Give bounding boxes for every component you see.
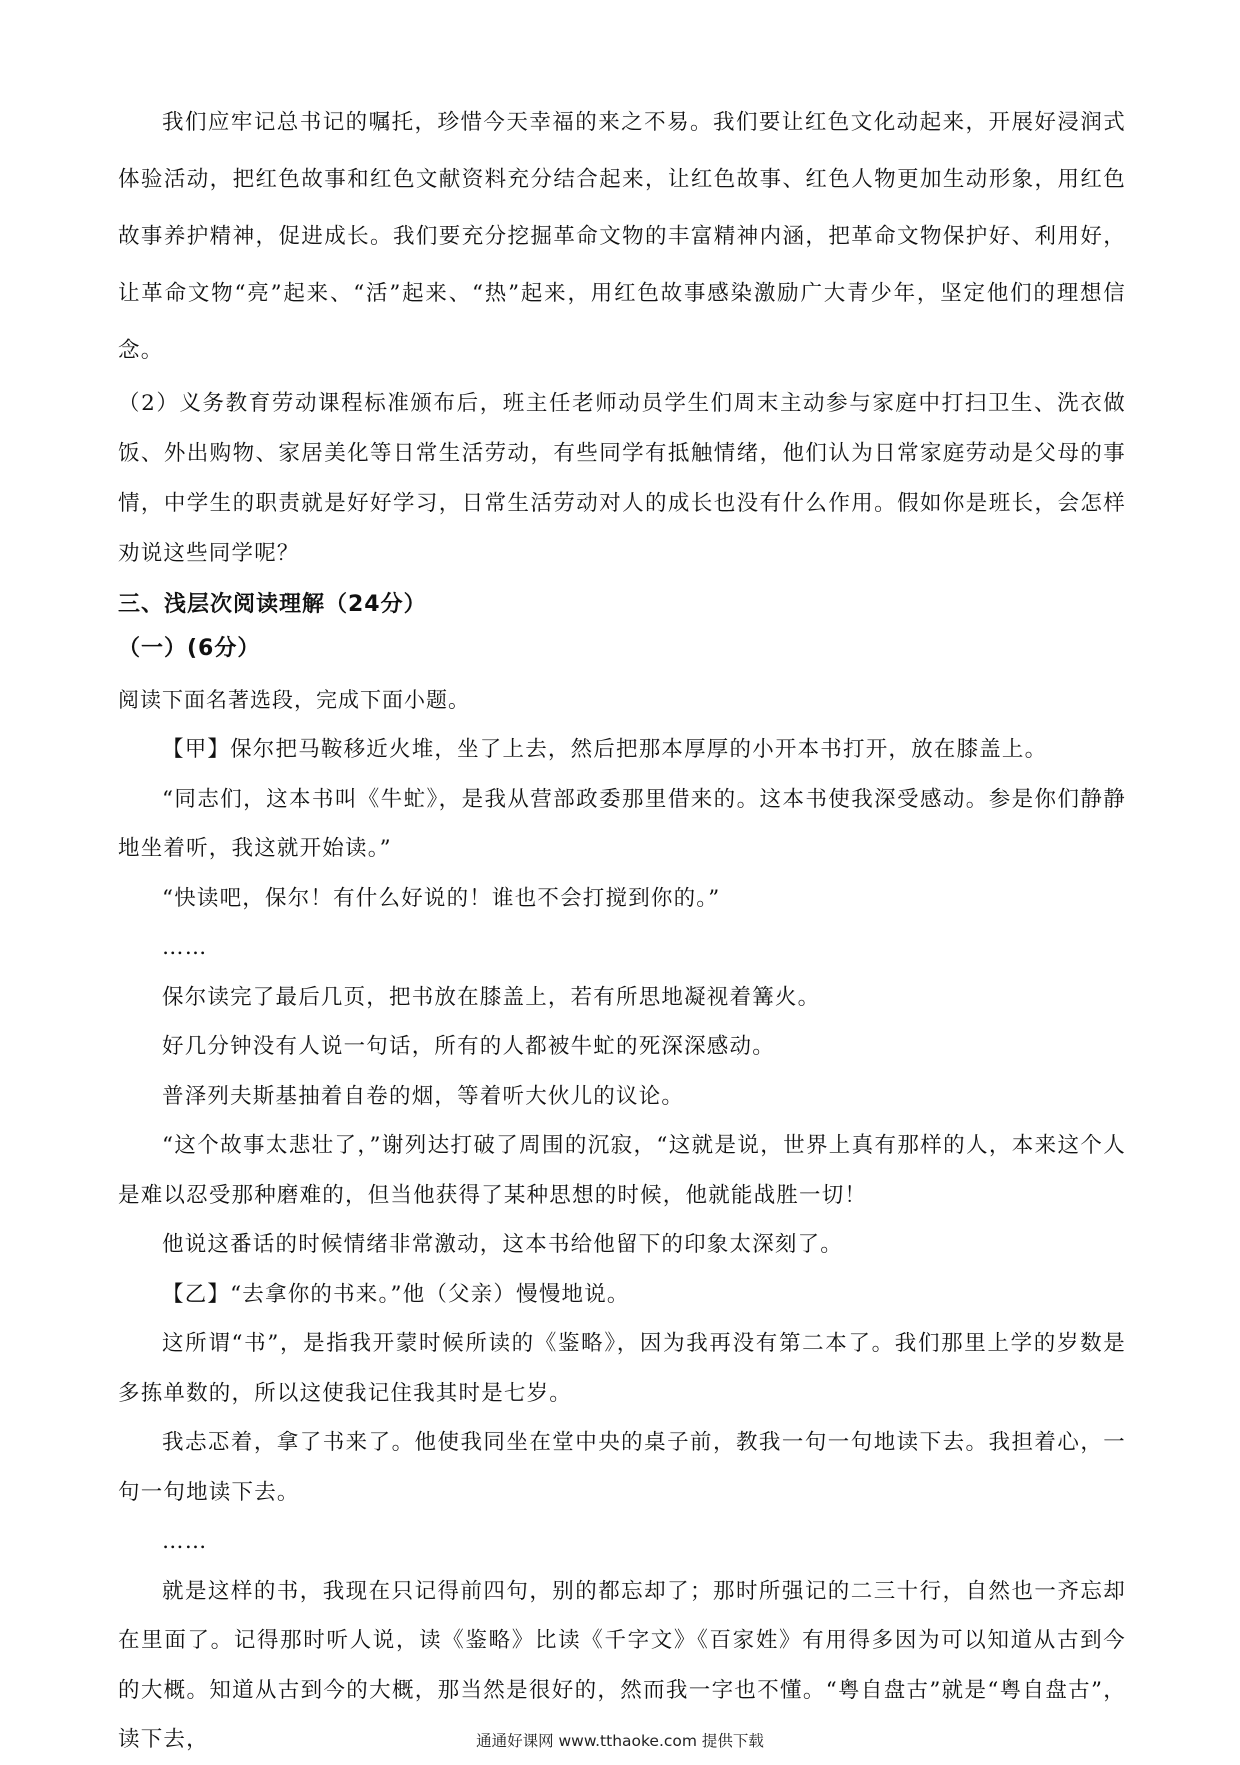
passage-ellipsis: …… [162, 1529, 208, 1554]
passage-ellipsis: …… [162, 935, 208, 960]
passage-paragraph: 普泽列夫斯基抽着自卷的烟，等着听大伙儿的议论。 [162, 1083, 685, 1109]
question-2: （2）义务教育劳动课程标准颁布后，班主任老师动员学生们周末主动参与家庭中打扫卫生、洗衣做饭、外出购物、家居美化等日常生活劳动，有些同学有抵触情绪，他们认为日常家庭劳动是父母的事情，中学生的职责就是好好学习，日常生活劳动对人的成长也没有什么作用。假如你是班长，会怎样劝说这些同学呢？ [118, 391, 1126, 566]
passage-paragraph: “快读吧，保尔！有什么好说的！谁也不会打搅到你的。” [162, 885, 721, 911]
essay-paragraph: 我们应牢记总书记的嘱托，珍惜今天幸福的来之不易。我们要让红色文化动起来，开展好浸润式体验活动，把红色故事和红色文献资料充分结合起来，让红色故事、红色人物更加生动形象，用红色故事养护精神，促进成长。我们要充分挖掘革命文物的丰富精神内涵，把革命文物保护好、利用好，让革命文物“亮”起来、“活”起来、“热”起来，用红色故事感染激励广大青少年，坚定他们的理想信念。 [118, 110, 1126, 363]
reading-passage [118, 725, 1126, 1765]
page-content [118, 94, 1126, 1765]
subsection-title: （一）(6分） [118, 636, 261, 661]
passage-paragraph: 好几分钟没有人说一句话，所有的人都被牛虻的死深深感动。 [162, 1034, 775, 1059]
passage-paragraph: 【甲】保尔把马鞍移近火堆，坐了上去，然后把那本厚厚的小开本书打开，放在膝盖上。 [162, 737, 1048, 762]
passage-paragraph: “这个故事太悲壮了，”谢列达打破了周围的沉寂，“这就是说，世界上真有那样的人，本来这个人是难以忍受那种磨难的，但当他获得了某种思想的时候，他就能战胜一切！ [118, 1133, 1126, 1208]
passage-paragraph: 保尔读完了最后几页，把书放在膝盖上，若有所思地凝视着篝火。 [162, 984, 821, 1010]
passage-paragraph: 我忐忑着，拿了书来了。他使我同坐在堂中央的桌子前，教我一句一句地读下去。我担着心，一句一句地读下去。 [118, 1430, 1126, 1505]
section-title: 三、浅层次阅读理解（24分） [118, 592, 427, 617]
passage-paragraph: “同志们，这本书叫《牛虻》，是我从营部政委那里借来的。这本书使我深受感动。参是你们静静地坐着听，我这就开始读。” [118, 786, 1126, 861]
reading-instruction: 阅读下面名著选段，完成下面小题。 [118, 688, 470, 712]
page-footer: 通通好课网 www.tthaoke.com 提供下载 [476, 1732, 764, 1750]
passage-paragraph: 就是这样的书，我现在只记得前四句，别的都忘却了；那时所强记的二三十行，自然也一齐忘却在里面了。记得那时听人说，读《鉴略》比读《千字文》《百家姓》有用得多因为可以知道从古到今的大概。知道从古到今的大概，那当然是很好的，然而我一字也不懂。“粤自盘古”就是“粤自盘古”，读下去， [118, 1578, 1126, 1752]
passage-paragraph: 【乙】“去拿你的书来。”他（父亲）慢慢地说。 [162, 1281, 630, 1307]
passage-paragraph: 这所谓“书”，是指我开蒙时候所读的《鉴略》，因为我再没有第二本了。我们那里上学的岁数是多拣单数的，所以这使我记住我其时是七岁。 [118, 1331, 1126, 1406]
passage-paragraph: 他说这番话的时候情绪非常激动，这本书给他留下的印象太深刻了。 [162, 1232, 844, 1257]
